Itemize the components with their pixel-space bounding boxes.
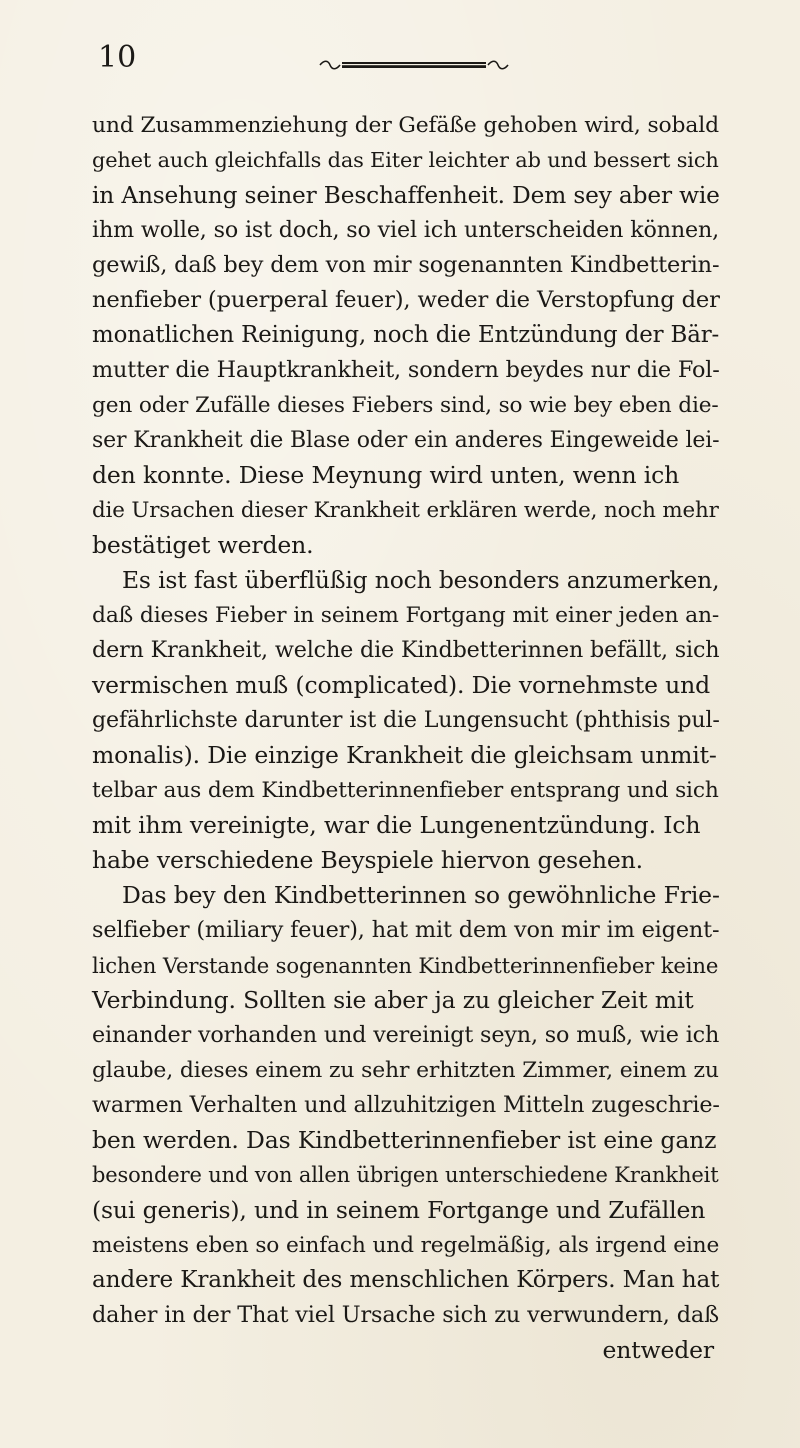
text-line: und Zusammenziehung der Gefäße gehoben wird, sobald <box>92 113 719 138</box>
text-line: vermischen muß (complicated). Die vornehmste und <box>92 671 711 699</box>
text-line: andere Krankheit des menschlichen Körpers. Man hat <box>92 1267 720 1293</box>
text-line: mit ihm vereinigte, war die Lungenentzündung. Ich <box>92 811 701 839</box>
text-line: einander vorhanden und vereinigt seyn, so muß, wie ich <box>92 1022 720 1048</box>
text-line: besondere und von allen übrigen unterschiedene Krankheit <box>92 1163 719 1187</box>
body-text <box>92 108 720 1368</box>
text-line: dern Krankheit, welche die Kindbetterinnen befällt, sich <box>92 637 720 663</box>
text-line: meistens eben so einfach und regelmäßig, als irgend eine <box>92 1233 720 1258</box>
text-line: mutter die Hauptkrankheit, sondern beydes nur die Fol- <box>92 357 720 383</box>
text-line: die Ursachen dieser Krankheit erklären werde, noch mehr <box>92 498 719 523</box>
text-line: in Ansehung seiner Beschaffenheit. Dem sey aber wie <box>92 182 720 209</box>
text-line: (sui generis), und in seinem Fortgange und Zufällen <box>92 1196 706 1224</box>
text-line: monatlichen Reinigung, noch die Entzündung der Bär- <box>92 322 720 348</box>
text-line: warmen Verhalten und allzuhitzigen Mitteln zugeschrie- <box>92 1092 720 1118</box>
text-line: telbar aus dem Kindbetterinnenfieber entsprang und sich <box>92 778 719 803</box>
text-line: glaube, dieses einem zu sehr erhitzten Zimmer, einem zu <box>92 1058 719 1083</box>
text-line: bestätiget werden. <box>92 531 314 559</box>
text-line: habe verschiedene Beyspiele hiervon gesehen. <box>92 846 643 874</box>
text-line: Es ist fast überflüßig noch besonders anzumerken, <box>122 566 720 594</box>
text-line: entweder <box>602 1336 714 1364</box>
header-ornament-icon <box>318 58 510 72</box>
text-line: ser Krankheit die Blase oder ein anderes Eingeweide lei- <box>92 428 720 453</box>
text-line: nenfieber (puerperal feuer), weder die Verstopfung der <box>92 287 720 313</box>
text-line: daß dieses Fieber in seinem Fortgang mit einer jeden an- <box>92 603 720 628</box>
text-line: monalis). Die einzige Krankheit die gleichsam unmit- <box>92 741 717 769</box>
text-line: ihm wolle, so ist doch, so viel ich unterscheiden können, <box>92 217 720 243</box>
text-line: den konnte. Diese Meynung wird unten, wenn ich <box>92 461 680 489</box>
text-line: gehet auch gleichfalls das Eiter leichter ab und bessert sich <box>92 148 719 172</box>
text-line: lichen Verstande sogenannten Kindbetterinnenfieber keine <box>92 953 719 978</box>
text-line: gefährlichste darunter ist die Lungensucht (phthisis pul- <box>92 707 720 733</box>
text-line: gewiß, daß bey dem von mir sogenannten Kindbetterin- <box>92 252 720 278</box>
text-line: daher in der That viel Ursache sich zu verwundern, daß <box>92 1302 719 1328</box>
text-line: ben werden. Das Kindbetterinnenfieber ist eine ganz <box>92 1126 717 1154</box>
text-line: Verbindung. Sollten sie aber ja zu gleicher Zeit mit <box>92 986 694 1014</box>
page-number: 10 <box>98 40 137 75</box>
text-line: gen oder Zufälle dieses Fiebers sind, so wie bey eben die- <box>92 393 719 418</box>
text-line: selfieber (miliary feuer), hat mit dem von mir im eigent- <box>92 917 720 943</box>
text-line: Das bey den Kindbetterinnen so gewöhnliche Frie- <box>122 881 720 909</box>
